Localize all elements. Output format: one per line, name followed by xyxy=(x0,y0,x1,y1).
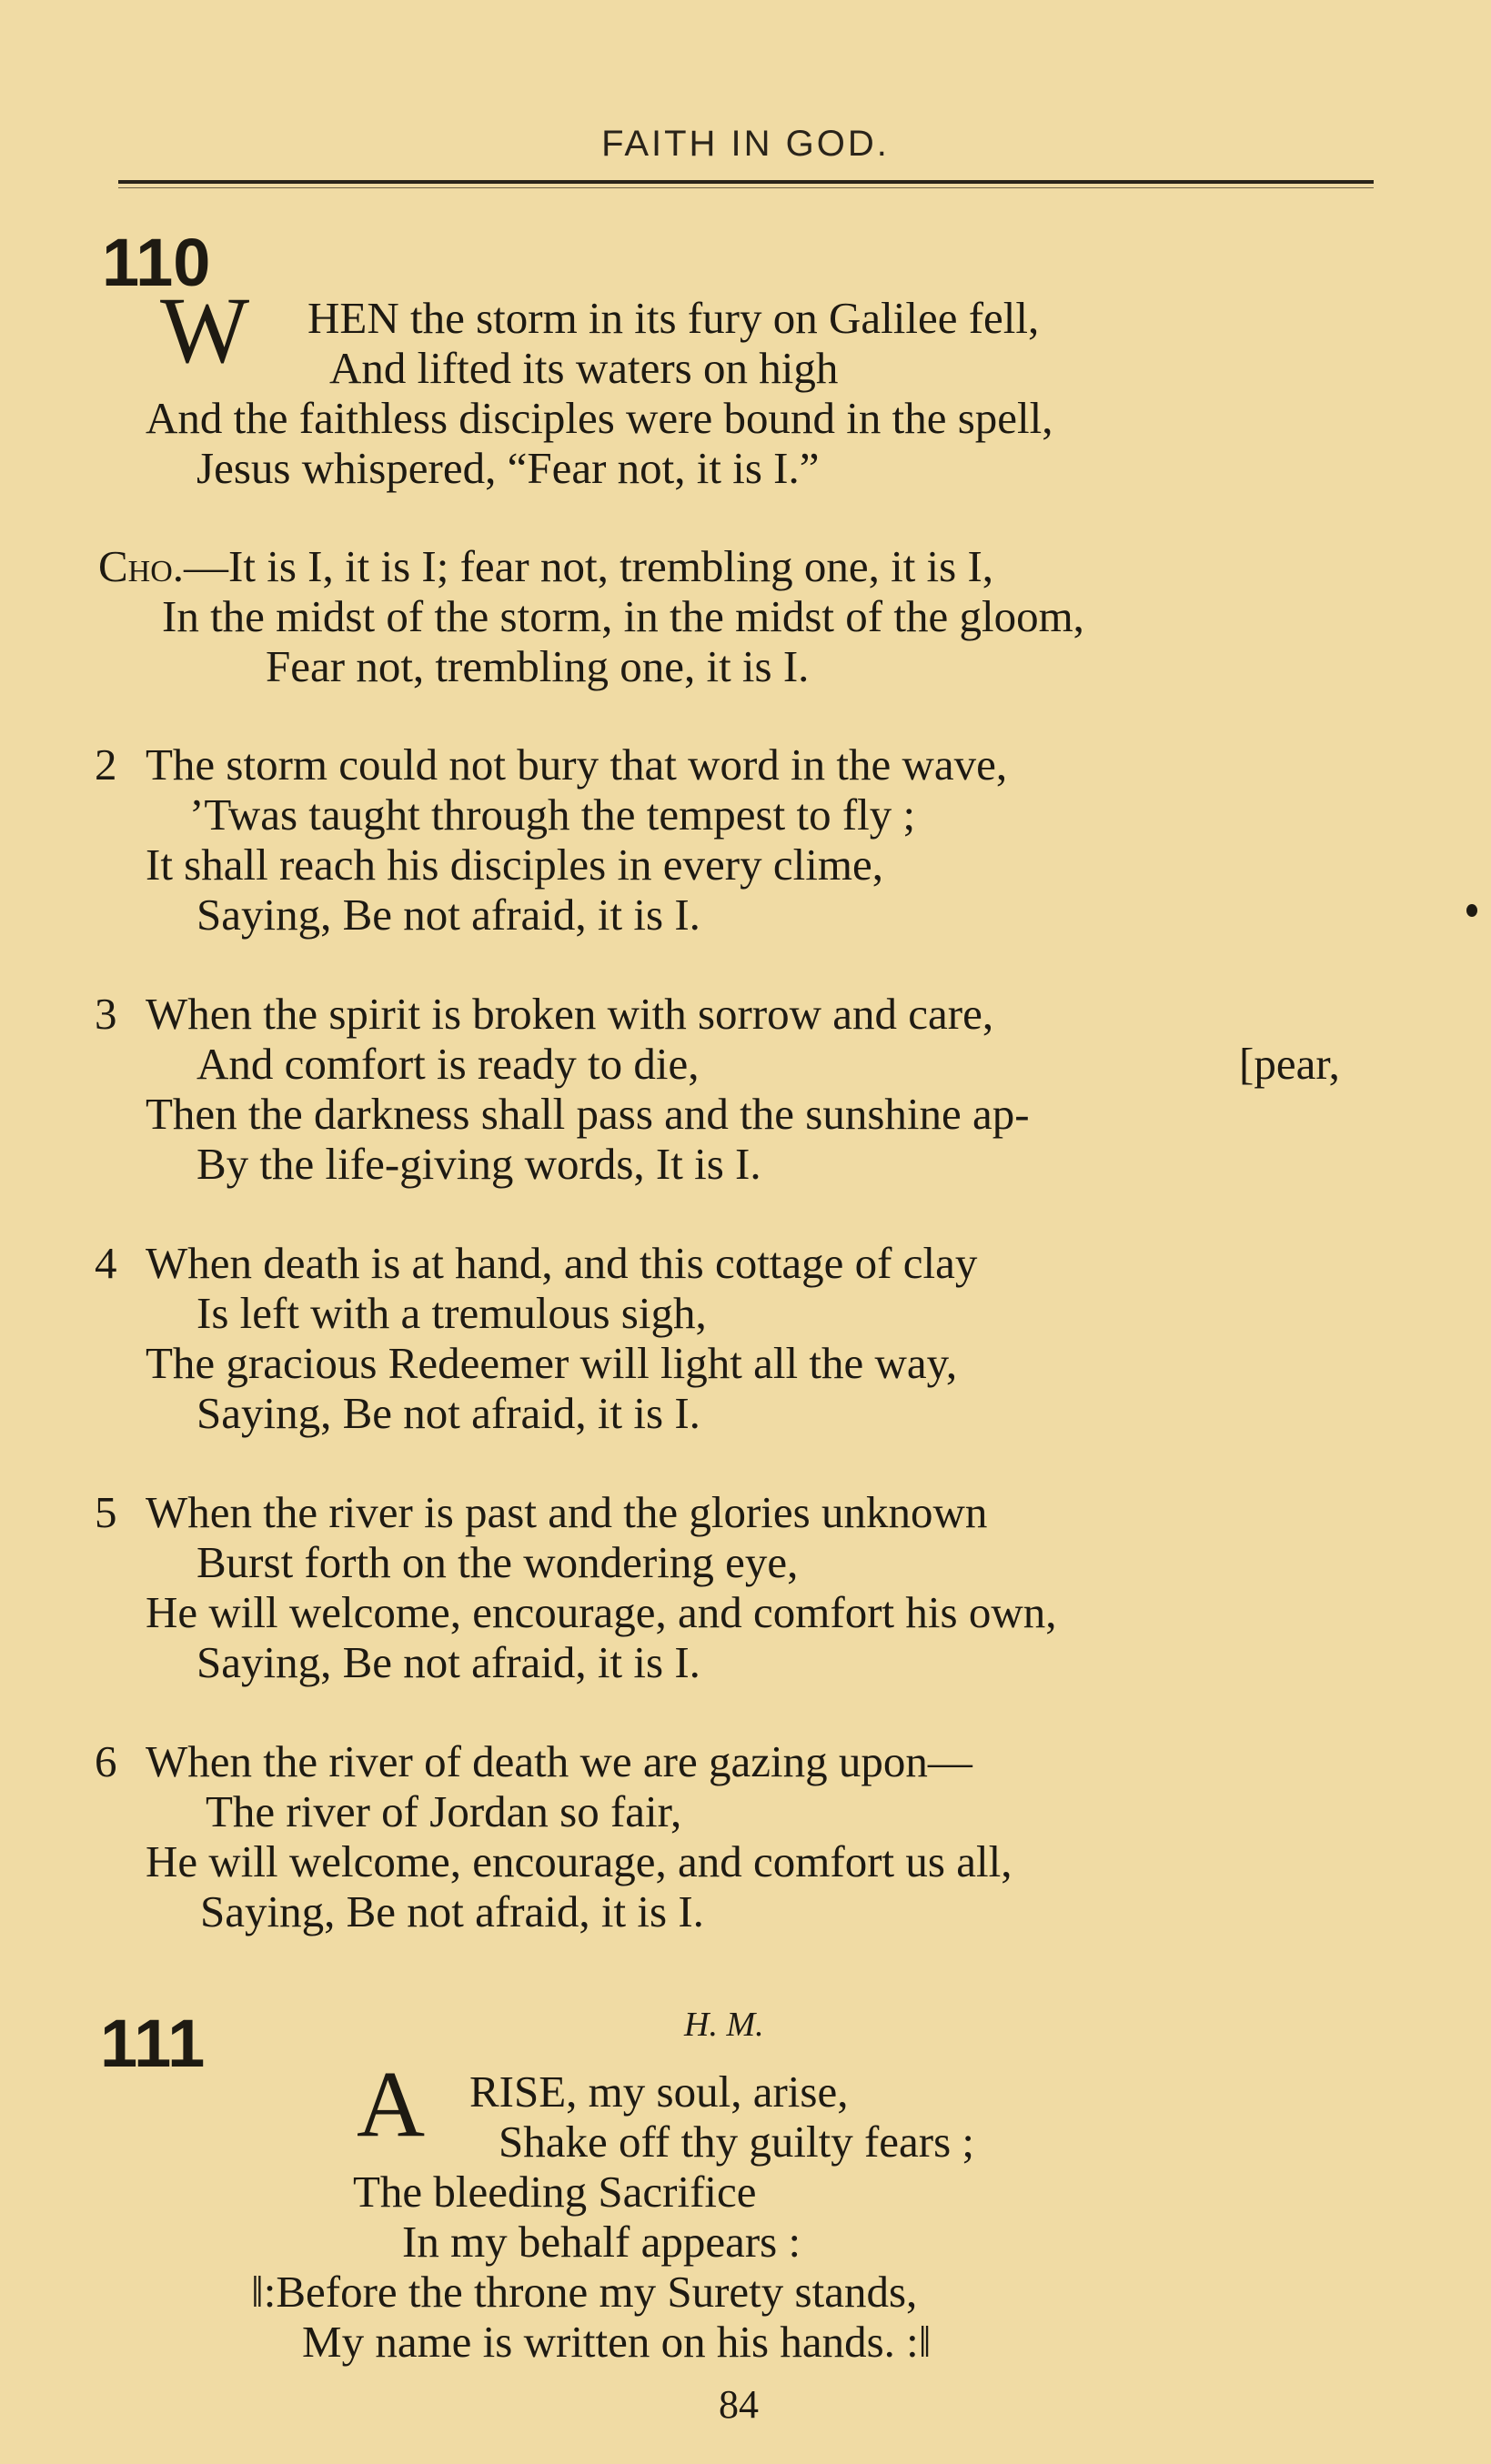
stanza2-number: 2 xyxy=(95,739,117,789)
hymn111-meter: H. M. xyxy=(684,2006,764,2044)
stanza4-line4: Saying, Be not afraid, it is I. xyxy=(196,1388,700,1438)
stanza3-line2: And comfort is ready to die, xyxy=(196,1039,700,1089)
stanza1-line2: And lifted its waters on high xyxy=(329,343,839,393)
stanza4-line3: The gracious Redeemer will light all the way, xyxy=(146,1338,958,1388)
chorus-line2: In the midst of the storm, in the midst of the gloom, xyxy=(162,591,1084,641)
stanza5-line4: Saying, Be not afraid, it is I. xyxy=(196,1637,700,1687)
page-number: 84 xyxy=(719,2382,759,2427)
stanza5-line1: When the river is past and the glories unknown xyxy=(146,1487,988,1537)
chorus-line3: Fear not, trembling one, it is I. xyxy=(266,641,810,691)
hymn-number-111: 111 xyxy=(100,2006,206,2081)
stanza6-line2: The river of Jordan so fair, xyxy=(206,1786,682,1836)
stanza3-line4: By the life-giving words, It is I. xyxy=(196,1139,761,1189)
stanza6-number: 6 xyxy=(95,1736,117,1786)
running-header: FAITH IN GOD. xyxy=(601,124,890,164)
chorus-line1-text: —It is I, it is I; fear not, trembling one, it is I, xyxy=(184,541,994,591)
drop-cap-w: W xyxy=(160,278,250,383)
stanza3-number: 3 xyxy=(95,989,117,1039)
stanza5-number: 5 xyxy=(95,1487,117,1537)
chorus-line1 xyxy=(98,541,994,591)
hymn111-line5: ‖:Before the throne my Surety stands, xyxy=(251,2267,918,2317)
stanza4-line1: When death is at hand, and this cottage of clay xyxy=(146,1238,978,1288)
stanza5-line3: He will welcome, encourage, and comfort his own, xyxy=(146,1587,1057,1637)
header-rule xyxy=(118,180,1374,184)
stanza2-line3: It shall reach his disciples in every clime, xyxy=(146,840,883,890)
stanza2-line1: The storm could not bury that word in the wave, xyxy=(146,739,1008,789)
hymn111-line4: In my behalf appears : xyxy=(402,2217,801,2267)
drop-cap-a: A xyxy=(357,2052,426,2157)
hymn111-line1: RISE, my soul, arise, xyxy=(469,2067,849,2117)
stanza3-overflow: [pear, xyxy=(1239,1039,1340,1089)
stanza1-line3: And the faithless disciples were bound in the spell, xyxy=(146,393,1053,443)
stanza1-line4: Jesus whispered, “Fear not, it is I.” xyxy=(196,443,820,493)
chorus-label: Cho. xyxy=(98,541,185,591)
hymn111-line2: Shake off thy guilty fears ; xyxy=(499,2117,975,2167)
hymn111-line3: The bleeding Sacrifice xyxy=(353,2167,757,2217)
stanza2-line2: ’Twas taught through the tempest to fly ; xyxy=(189,789,916,840)
stanza3-line1: When the spirit is broken with sorrow and care, xyxy=(146,989,994,1039)
margin-mark xyxy=(1466,904,1477,917)
header-rule-thin xyxy=(118,187,1374,188)
stanza6-line3: He will welcome, encourage, and comfort us all, xyxy=(146,1836,1012,1886)
stanza5-line2: Burst forth on the wondering eye, xyxy=(196,1537,799,1587)
stanza2-line4: Saying, Be not afraid, it is I. xyxy=(196,890,700,940)
stanza1-line1: HEN the storm in its fury on Galilee fell, xyxy=(307,293,1040,343)
stanza3-line3: Then the darkness shall pass and the sunshine ap- xyxy=(146,1089,1030,1139)
stanza6-line1: When the river of death we are gazing upon— xyxy=(146,1736,972,1786)
hymn-number-110: 110 xyxy=(102,225,211,300)
stanza4-number: 4 xyxy=(95,1238,117,1288)
hymn111-line6: My name is written on his hands. :‖ xyxy=(302,2317,932,2367)
stanza4-line2: Is left with a tremulous sigh, xyxy=(196,1288,707,1338)
stanza6-line4: Saying, Be not afraid, it is I. xyxy=(200,1886,704,1936)
